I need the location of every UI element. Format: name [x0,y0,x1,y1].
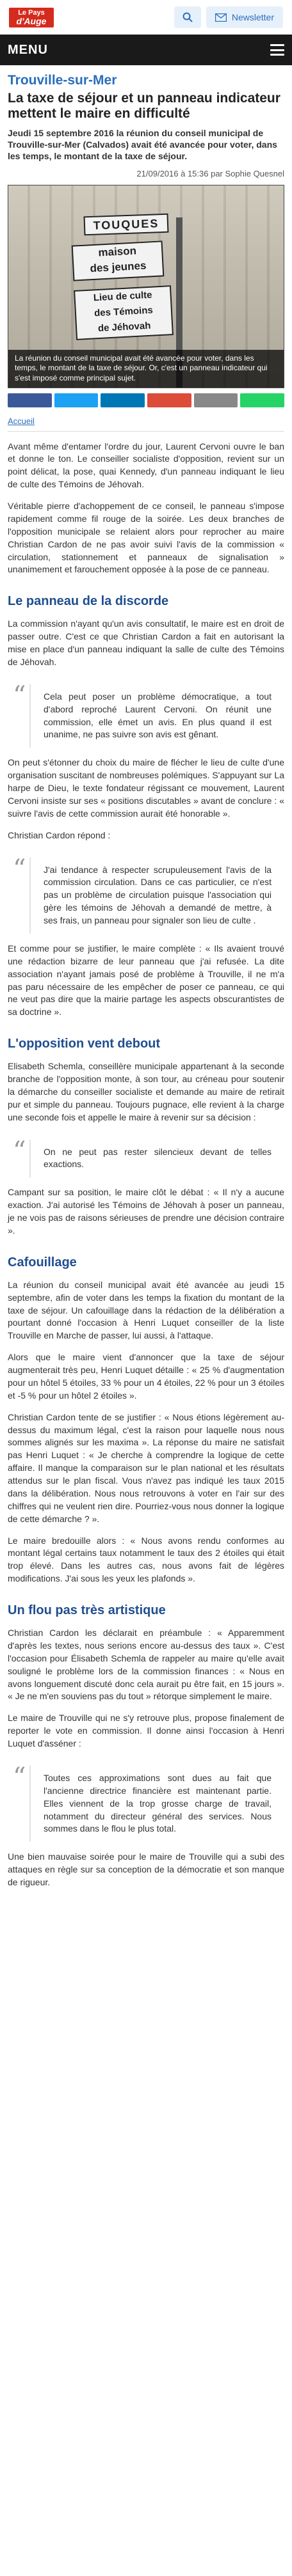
mail-icon [215,13,227,22]
sign-lieu-culte: Lieu de culte des Témoins de Jéhovah [74,285,174,340]
paragraph-10: Alors que le maire vient d'annoncer que la taxe de séjour augmenterait très peu, Henri Luquet détaille : « 25 % d'augmentation pour un hôtel 5 étoiles, 33 % pour un 4 étoiles, 22 % pour un 3 étoiles et -5 % pour un hôtel 2 étoiles ». [8,1352,284,1401]
sign-touques: TOUQUES [84,213,169,235]
email-share-icon[interactable] [194,393,238,407]
quote-mark-icon: “ [13,680,26,711]
paragraph-14: Le maire de Trouville qui ne s'y retrouve plus, propose finalement de reporter le vote en commission. Il donne ainsi l'occasion à Henri Luquet d'asséner : [8,1713,284,1749]
paragraph-6: Et comme pour se justifier, le maire complète : « Ils avaient trouvé une rédaction bizarre de leur panneau que j'ai refusée. La dite association n'ayant jamais posé de problème à Trouville, il ne m'a pas paru nécessaire de les empêcher de poser ce panneau, ce qui ne veut pas dire que la mairie partage les aspects obscurantistes de sa doctrine ». [8,943,284,1017]
quote-mark-icon: “ [13,854,26,884]
facebook-share-icon[interactable] [8,393,52,407]
article-container [0,73,292,1889]
logo-line-2: d'Auge [16,15,47,26]
whatsapp-share-icon[interactable] [240,393,284,407]
paragraph-8: Campant sur sa position, le maire clôt le débat : « Il n'y a aucune exaction. J'ai autorisé les Témoins de Jéhovah à poser un panneau, je ne vois pas de raisons sérieuses de prendre une décision contraire ». [8,1187,284,1236]
paragraph-4: On peut s'étonner du choix du maire de flécher le lieu de culte d'une organisation suscitant de nombreuses polémiques. S'appuyant sur La harpe de Dieu, le texte fondateur régissant ce mouvement, Laurent Cervoni insiste sur ses « positions discutables » avant de conclure : « suivre l'avis de cette commission aurait été honorable ». [8,757,284,819]
paragraph-1: Avant même d'entamer l'ordre du jour, Laurent Cervoni ouvre le ban et donne le ton. Le conseiller socialiste d'opposition, revient sur un point délicat, la pose, quai Kennedy, d'un panneau indiquant le lieu de culte des Témoins de Jéhovah. [8,441,284,490]
hamburger-icon[interactable] [270,44,284,56]
share-bar [8,393,284,407]
quote-3 [13,1136,284,1178]
search-icon [182,12,193,22]
top-buttons [174,6,283,28]
breadcrumb[interactable]: Accueil [8,416,35,426]
top-bar [0,0,292,35]
divider [8,431,284,432]
subheading-1: Le panneau de la discorde [8,594,169,609]
paragraph-5: Christian Cardon répond : [8,829,111,840]
quote-4 [13,1762,284,1842]
article-rubric[interactable]: Trouville-sur-Mer [8,73,117,88]
quote-mark-icon: “ [13,1136,26,1166]
paragraph-12: Le maire bredouille alors : « Nous avons rendu conformes au montant légal certains taux notamment le taux des 2 étoiles qui était trop élevé. Dans les autres cas, nous avons fait de légères modifications. J'ai sous les yeux les plafonds ». [8,1535,284,1584]
quote-3-text: On ne peut pas rester silencieux devant de telles exactions. [44,1146,272,1170]
menu-label: MENU [8,42,48,57]
sign-maison-jeunes: maison des jeunes [72,240,165,281]
site-logo[interactable] [9,8,54,27]
newsletter-label: Newsletter [231,12,274,22]
google-share-icon[interactable] [147,393,191,407]
article-date: 21/09/2016 à 15:36 par Sophie Quesnel [136,168,284,178]
paragraph-11: Christian Cardon tente de se justifier : « Nous étions légèrement au-dessus du maximum légal, c'est la raison pour laquelle nous nous sommes alignés sur les maxima ». La réponse du maire ne satisfait pas Henri Luquet : « Je cherche à comprendre la logique de cette affaire. Il manque la comparaison sur le plan national et les résultats attendus sur le plan fiscal. Vous n'avez pas indiqué les taux 2015 dans la délibération. Nous nous retrouvons à voter en l'air sur des chiffres qui ne veulent rien dire. Pourriez-vous nous donner la logique de cette démarche ? ». [8,1411,284,1524]
quote-1-text: Cela peut poser un problème démocratique, a tout d'abord reproché Laurent Cervoni. On réunit une commission, elle émet un avis. En plus quand il est unanime, ne pas suivre son avis est gênant. [44,691,272,740]
quote-2 [13,854,284,934]
menu-bar[interactable] [0,35,292,65]
paragraph-3: La commission n'ayant qu'un avis consultatif, le maire est en droit de passer outre. C'est ce que Christian Cardon a fait en autorisant la mise en place d'un panneau indiquant la salle de culte des Témoins de Jéhovah. [8,618,284,667]
quote-mark-icon: “ [13,1762,26,1792]
subheading-2: L'opposition vent debout [8,1037,161,1051]
subheading-4: Un flou pas très artistique [8,1603,166,1618]
paragraph-2: Véritable pierre d'achoppement de ce conseil, le panneau s'impose rapidement comme fil rouge de la soirée. Les deux branches de l'opposition municipale se relaient alors pour reprocher au maire Christian Cardon de ne pas avoir suivi l'avis de la commission « circulation, stationnement et panneaux de signalisation » unanimement et farouchement opposée à la pose de ce panneau. [8,501,284,575]
linkedin-share-icon[interactable] [101,393,145,407]
newsletter-button[interactable] [206,6,283,28]
quote-2-text: J'ai tendance à respecter scrupuleusement l'avis de la commission circulation. Dans ce cas particulier, ce n'est pas un problème de circulation puisque l'association qui gère les témoins de Jéhovah a demandé de mettre, à ses frais, un panneau pour signaler son lieu de culte . [44,864,272,926]
subheading-3: Cafouillage [8,1255,77,1269]
photo-caption: La réunion du conseil municipal avait été avancée pour voter, dans les temps, le montant de la taxe de séjour. Or, c'est un panneau indicateur qui s'est imposé comme principal sujet. [8,350,284,388]
paragraph-13: Christian Cardon les déclarait en préambule : « Apparemment d'après les textes, nous serions encore au-dessus des taux ». C'est l'occasion pour Élisabeth Schemla de rappeler au maire qu'elle avait souligné le problème lors de la commission finances : « Nous en avons longuement discuté donc cela aurait pu être fait, en 15 jours ». « Je ne m'en souviens pas du tout » rétorque simplement le maire. [8,1628,284,1702]
quote-4-text: Toutes ces approximations sont dues au fait que l'ancienne directrice financière est maintenant partie. Elles viennent de la trop grosse charge de travail, notamment du directeur général des services. Nous sommes dans le flou le plus total. [44,1772,272,1834]
paragraph-7: Elisabeth Schemla, conseillère municipale appartenant à la seconde branche de l'opposition monte, à son tour, au créneau pour soutenir la démarche du conseiller socialiste et demande au maire de retirait pur et simple du panneau. Toujours pugnace, elle revient à la charge une seconde fois et appelle le maire à revenir sur sa décision : [8,1061,284,1122]
quote-1 [13,680,284,748]
paragraph-9: La réunion du conseil municipal avait été avancée au jeudi 15 septembre, afin de voter dans les temps la fixation du montant de la taxe de séjour. Un cafouillage dans la rédaction de la délibération a pourtant donné l'occasion à Henri Luquet conseiller de la liste Trouville en Marche de passer, lui aussi, à l'attaque. [8,1279,284,1341]
paragraph-15: Une bien mauvaise soirée pour le maire de Trouville qui a subi des attaques en règle sur sa conception de la démocratie et son manque de rigueur. [8,1851,284,1888]
article-photo[interactable] [8,185,284,388]
logo-line-1: Le Pays [18,8,45,17]
article-title: La taxe de séjour et un panneau indicateur mettent le maire en difficulté [8,91,280,121]
search-button[interactable] [174,6,201,28]
article-lead: Jeudi 15 septembre 2016 la réunion du conseil municipal de Trouville-sur-Mer (Calvados) avait été avancée pour voter, dans les temps, le montant de la taxe de séjour. [8,128,277,162]
twitter-share-icon[interactable] [54,393,99,407]
